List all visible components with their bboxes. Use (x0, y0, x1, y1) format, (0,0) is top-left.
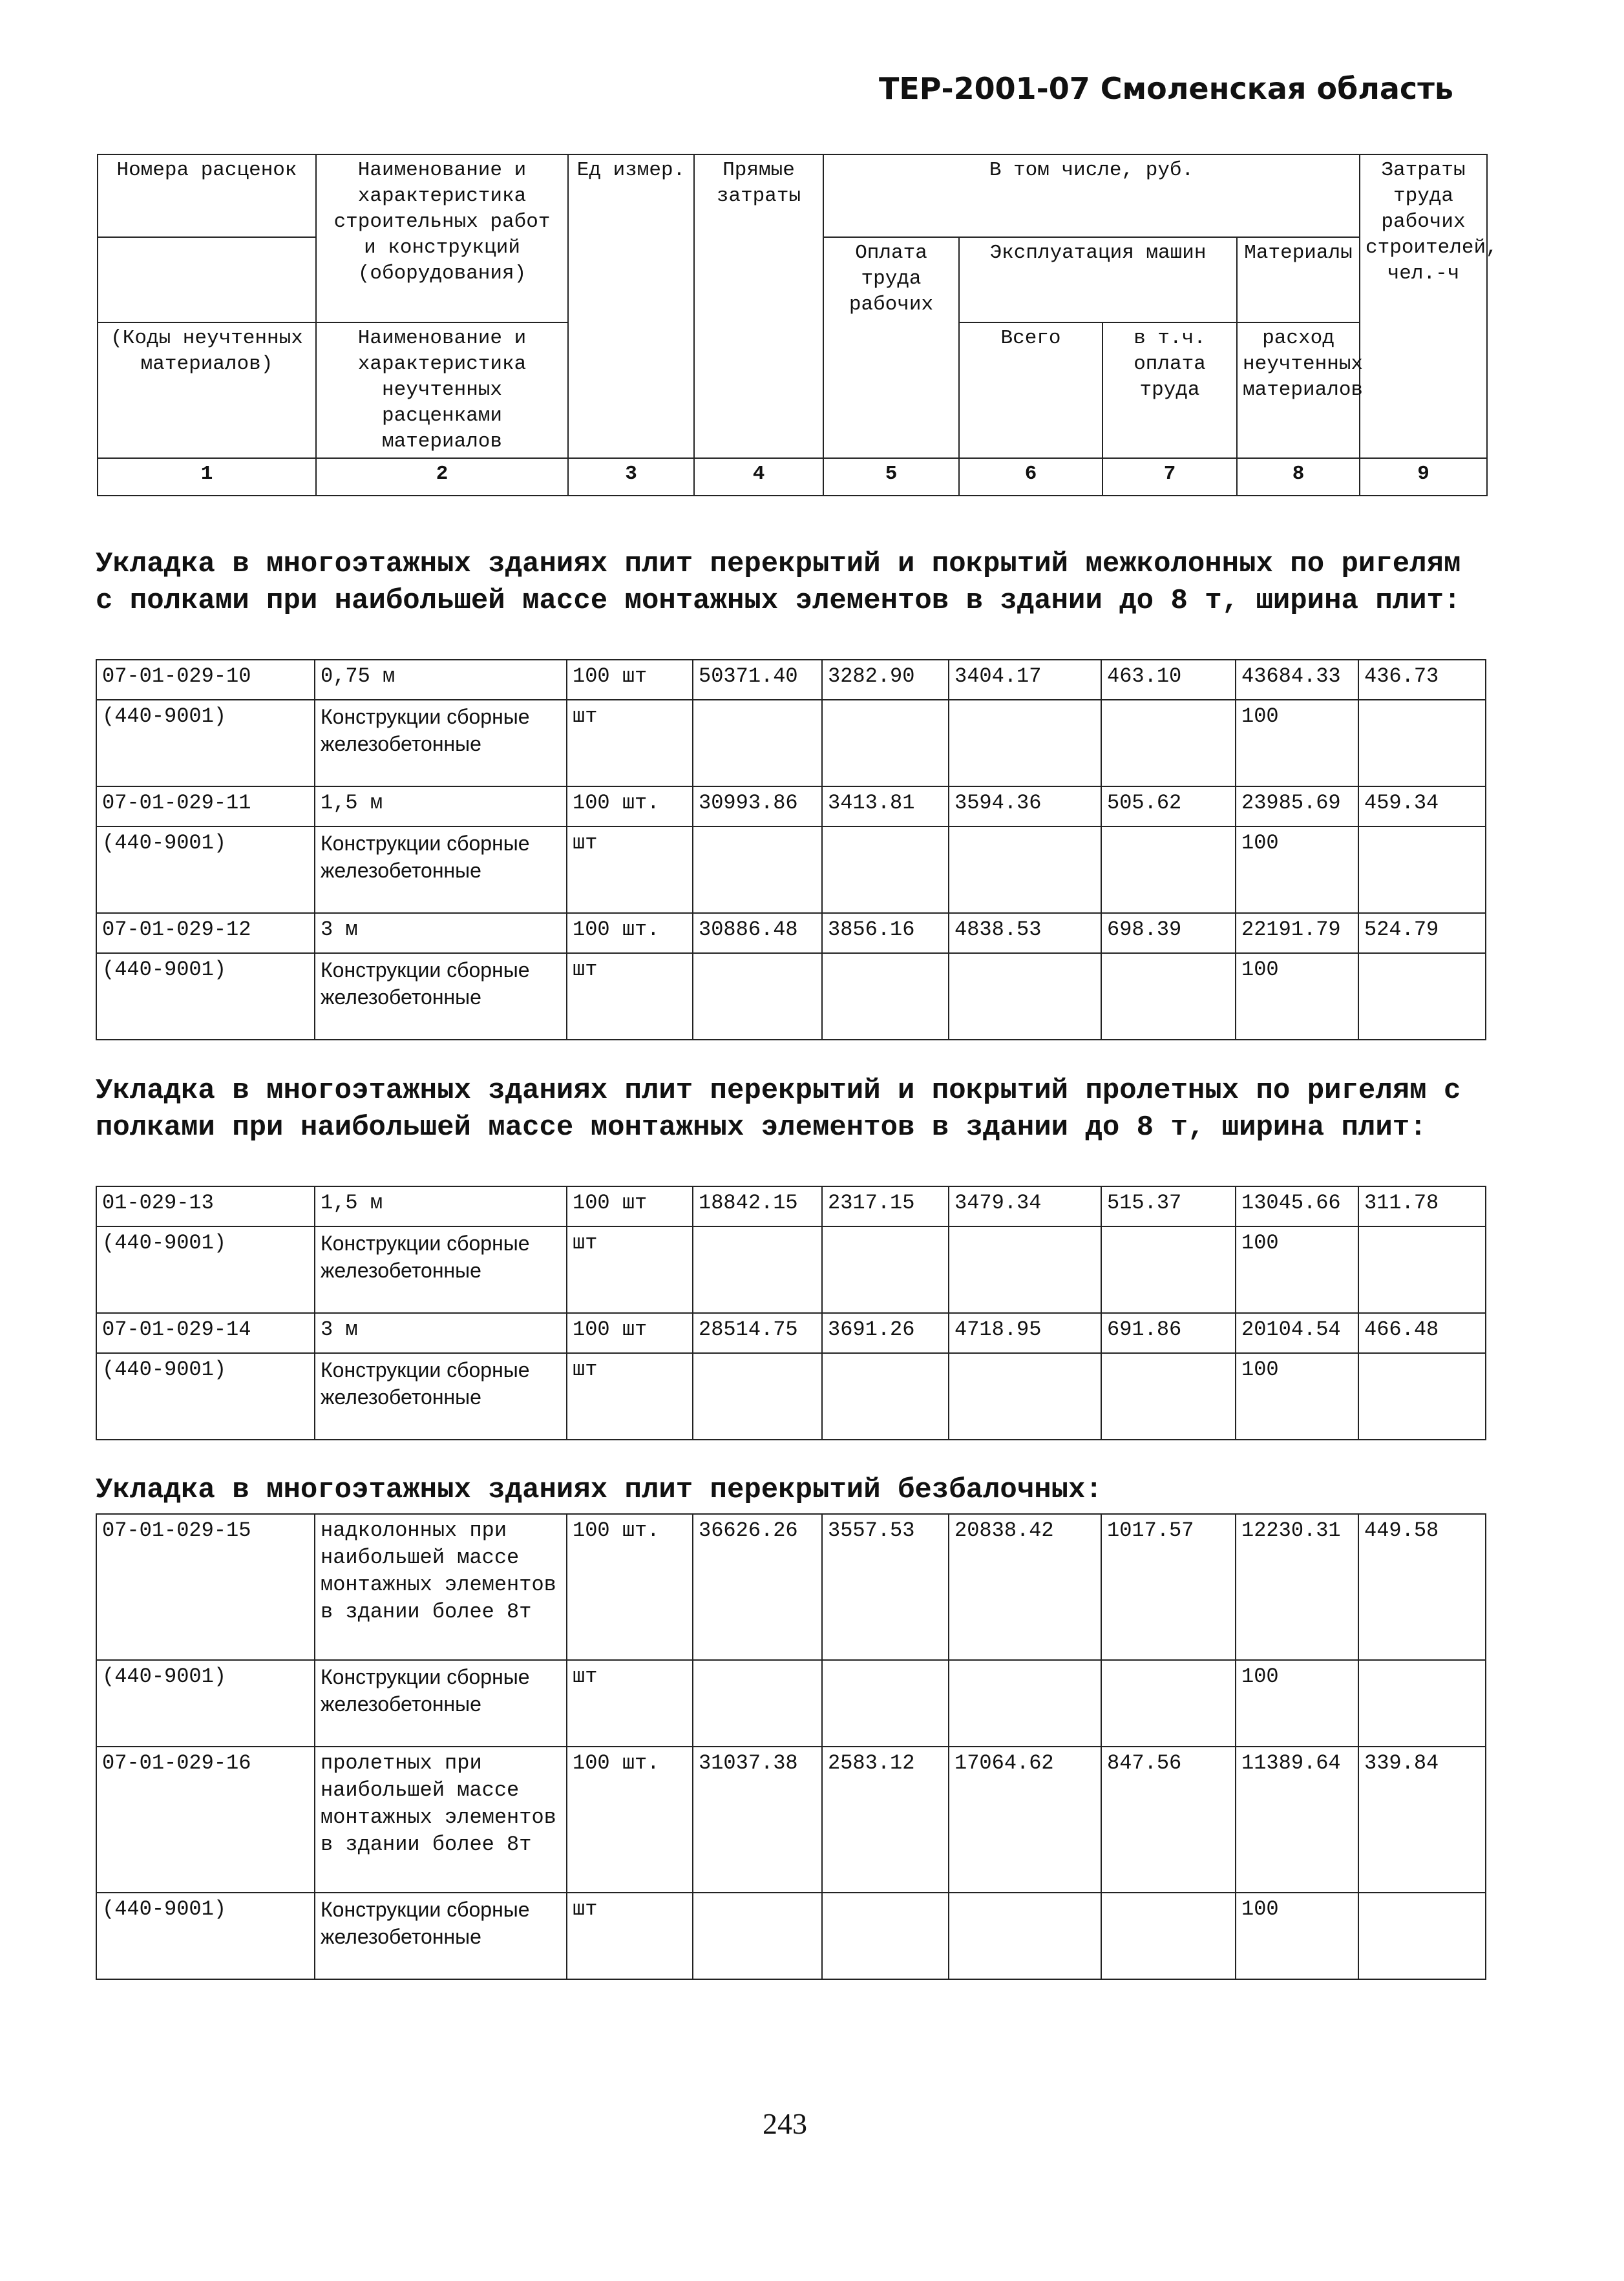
rates-table (96, 1186, 1486, 1440)
rates-table (96, 659, 1486, 1040)
material-unit: шт (567, 700, 693, 786)
machine-labor-cost: 691.86 (1101, 1313, 1236, 1353)
col-direct-header: Прямые затраты (694, 154, 823, 458)
col-num-9: 9 (1360, 458, 1487, 496)
labor-hours: 459.34 (1358, 786, 1486, 826)
machine-labor-cost: 1017.57 (1101, 1514, 1236, 1660)
material-row (96, 1893, 1486, 1979)
work-name: 3 м (315, 913, 567, 953)
col-matcode-header: (Коды неучтенных материалов) (98, 322, 316, 458)
page-number: 243 (763, 2107, 807, 2140)
work-name: пролетных при наибольшей массе монтажных элементов в здании более 8т (315, 1747, 567, 1893)
material-unit: шт (567, 953, 693, 1040)
labor-hours: 436.73 (1358, 660, 1486, 700)
work-name: надколонных при наибольшей массе монтажных элементов в здании более 8т (315, 1514, 567, 1660)
machine-labor-cost: 505.62 (1101, 786, 1236, 826)
material-name: Конструкции сборные железобетонные (315, 1660, 567, 1747)
unit: 100 шт. (567, 913, 693, 953)
unit: 100 шт. (567, 1747, 693, 1893)
material-name: Конструкции сборные железобетонные (315, 826, 567, 913)
labor-cost: 2317.15 (822, 1186, 949, 1226)
rate-code: 07-01-029-15 (96, 1514, 315, 1660)
labor-hours: 449.58 (1358, 1514, 1486, 1660)
machines-cost: 4718.95 (949, 1313, 1101, 1353)
material-code: (440-9001) (96, 1226, 315, 1313)
col-num-1: 1 (98, 458, 316, 496)
labor-hours: 466.48 (1358, 1313, 1486, 1353)
material-row (96, 700, 1486, 786)
labor-cost: 3557.53 (822, 1514, 949, 1660)
labor-hours: 339.84 (1358, 1747, 1486, 1893)
col-num-8: 8 (1237, 458, 1360, 496)
labor-hours: 524.79 (1358, 913, 1486, 953)
table-row (96, 1514, 1486, 1660)
direct-cost: 18842.15 (693, 1186, 822, 1226)
labor-cost: 2583.12 (822, 1747, 949, 1893)
machine-labor-cost: 847.56 (1101, 1747, 1236, 1893)
col-num-6: 6 (959, 458, 1102, 496)
labor-cost: 3856.16 (822, 913, 949, 953)
table-row (96, 660, 1486, 700)
material-code: (440-9001) (96, 700, 315, 786)
table-row (96, 1313, 1486, 1353)
material-unit: шт (567, 826, 693, 913)
material-qty: 100 (1236, 953, 1358, 1040)
col-num-7: 7 (1102, 458, 1237, 496)
unit: 100 шт (567, 660, 693, 700)
machines-cost: 3479.34 (949, 1186, 1101, 1226)
material-unit: шт (567, 1226, 693, 1313)
material-name: Конструкции сборные железобетонные (315, 1353, 567, 1440)
section-title: Укладка в многоэтажных зданиях плит перекрытий безбалочных: (96, 1474, 1102, 1506)
unit: 100 шт (567, 1186, 693, 1226)
material-name: Конструкции сборные железобетонные (315, 953, 567, 1040)
direct-cost: 30993.86 (693, 786, 822, 826)
column-header-table (97, 154, 1498, 496)
work-name: 1,5 м (315, 1186, 567, 1226)
col-mat-usage-header: расход неучтенных материалов (1237, 322, 1360, 458)
material-unit: шт (567, 1353, 693, 1440)
material-qty: 100 (1236, 1353, 1358, 1440)
material-name: Конструкции сборные железобетонные (315, 700, 567, 786)
rate-code: 01-029-13 (96, 1186, 315, 1226)
col-mach-total-header: Всего (959, 322, 1102, 458)
materials-cost: 20104.54 (1236, 1313, 1358, 1353)
machine-labor-cost: 463.10 (1101, 660, 1236, 700)
labor-hours: 311.78 (1358, 1186, 1486, 1226)
table-row (96, 786, 1486, 826)
col-num-3: 3 (568, 458, 694, 496)
direct-cost: 31037.38 (693, 1747, 822, 1893)
rate-code: 07-01-029-14 (96, 1313, 315, 1353)
section-title: Укладка в многоэтажных зданиях плит перекрытий и покрытий пролетных по ригелям с полками при наибольшей массе монтажных элементов в здании до 8 т, ширина плит: (96, 1075, 1461, 1144)
machines-cost: 3404.17 (949, 660, 1101, 700)
material-code: (440-9001) (96, 826, 315, 913)
material-code: (440-9001) (96, 1660, 315, 1747)
col-matname-header: Наименование и характеристика неучтенных расценками материалов (316, 322, 568, 458)
rate-code: 07-01-029-12 (96, 913, 315, 953)
direct-cost: 36626.26 (693, 1514, 822, 1660)
col-hours-header: Затраты труда рабочих строителей, чел.-ч (1360, 154, 1487, 458)
material-code: (440-9001) (96, 953, 315, 1040)
rate-code: 07-01-029-16 (96, 1747, 315, 1893)
labor-cost: 3282.90 (822, 660, 949, 700)
col-labor-header: Оплата труда рабочих (823, 237, 959, 458)
material-name: Конструкции сборные железобетонные (315, 1226, 567, 1313)
unit: 100 шт. (567, 1514, 693, 1660)
table-row (96, 1186, 1486, 1226)
page-header-title: ТЕР-2001-07 Смоленская область (879, 71, 1453, 106)
machines-cost: 4838.53 (949, 913, 1101, 953)
material-row (96, 826, 1486, 913)
work-name: 0,75 м (315, 660, 567, 700)
materials-cost: 22191.79 (1236, 913, 1358, 953)
material-row (96, 1353, 1486, 1440)
material-qty: 100 (1236, 1893, 1358, 1979)
rate-code: 07-01-029-11 (96, 786, 315, 826)
direct-cost: 50371.40 (693, 660, 822, 700)
work-name: 1,5 м (315, 786, 567, 826)
col-num-2: 2 (316, 458, 568, 496)
material-row (96, 953, 1486, 1040)
labor-cost: 3413.81 (822, 786, 949, 826)
rates-table (96, 1513, 1486, 1980)
table-row (96, 1747, 1486, 1893)
material-name: Конструкции сборные железобетонные (315, 1893, 567, 1979)
col-group-header: В том числе, руб. (823, 154, 1360, 237)
labor-cost: 3691.26 (822, 1313, 949, 1353)
col-code-spacer (98, 237, 316, 322)
unit: 100 шт. (567, 786, 693, 826)
section-title: Укладка в многоэтажных зданиях плит перекрытий и покрытий межколонных по ригелям с полками при наибольшей массе монтажных элементов в здании до 8 т, ширина плит: (96, 548, 1461, 617)
material-qty: 100 (1236, 1226, 1358, 1313)
materials-cost: 43684.33 (1236, 660, 1358, 700)
material-qty: 100 (1236, 826, 1358, 913)
material-row (96, 1226, 1486, 1313)
material-row (96, 1660, 1486, 1747)
direct-cost: 28514.75 (693, 1313, 822, 1353)
machine-labor-cost: 515.37 (1101, 1186, 1236, 1226)
material-code: (440-9001) (96, 1893, 315, 1979)
materials-cost: 12230.31 (1236, 1514, 1358, 1660)
material-qty: 100 (1236, 1660, 1358, 1747)
machines-cost: 17064.62 (949, 1747, 1101, 1893)
col-num-5: 5 (823, 458, 959, 496)
machines-cost: 3594.36 (949, 786, 1101, 826)
material-code: (440-9001) (96, 1353, 315, 1440)
materials-cost: 13045.66 (1236, 1186, 1358, 1226)
direct-cost: 30886.48 (693, 913, 822, 953)
work-name: 3 м (315, 1313, 567, 1353)
machines-cost: 20838.42 (949, 1514, 1101, 1660)
col-mach-labor-header: в т.ч. оплата труда (1102, 322, 1237, 458)
material-qty: 100 (1236, 700, 1358, 786)
rate-code: 07-01-029-10 (96, 660, 315, 700)
col-materials-header: Материалы (1237, 237, 1360, 322)
col-code-header: Номера расценок (98, 154, 316, 237)
col-name-header: Наименование и характеристика строительных работ и конструкций (оборудования) (316, 154, 568, 322)
col-unit-header: Ед измер. (568, 154, 694, 458)
table-row (96, 913, 1486, 953)
material-unit: шт (567, 1660, 693, 1747)
materials-cost: 11389.64 (1236, 1747, 1358, 1893)
unit: 100 шт (567, 1313, 693, 1353)
col-machines-header: Эксплуатация машин (959, 237, 1237, 322)
material-unit: шт (567, 1893, 693, 1979)
materials-cost: 23985.69 (1236, 786, 1358, 826)
col-num-4: 4 (694, 458, 823, 496)
machine-labor-cost: 698.39 (1101, 913, 1236, 953)
